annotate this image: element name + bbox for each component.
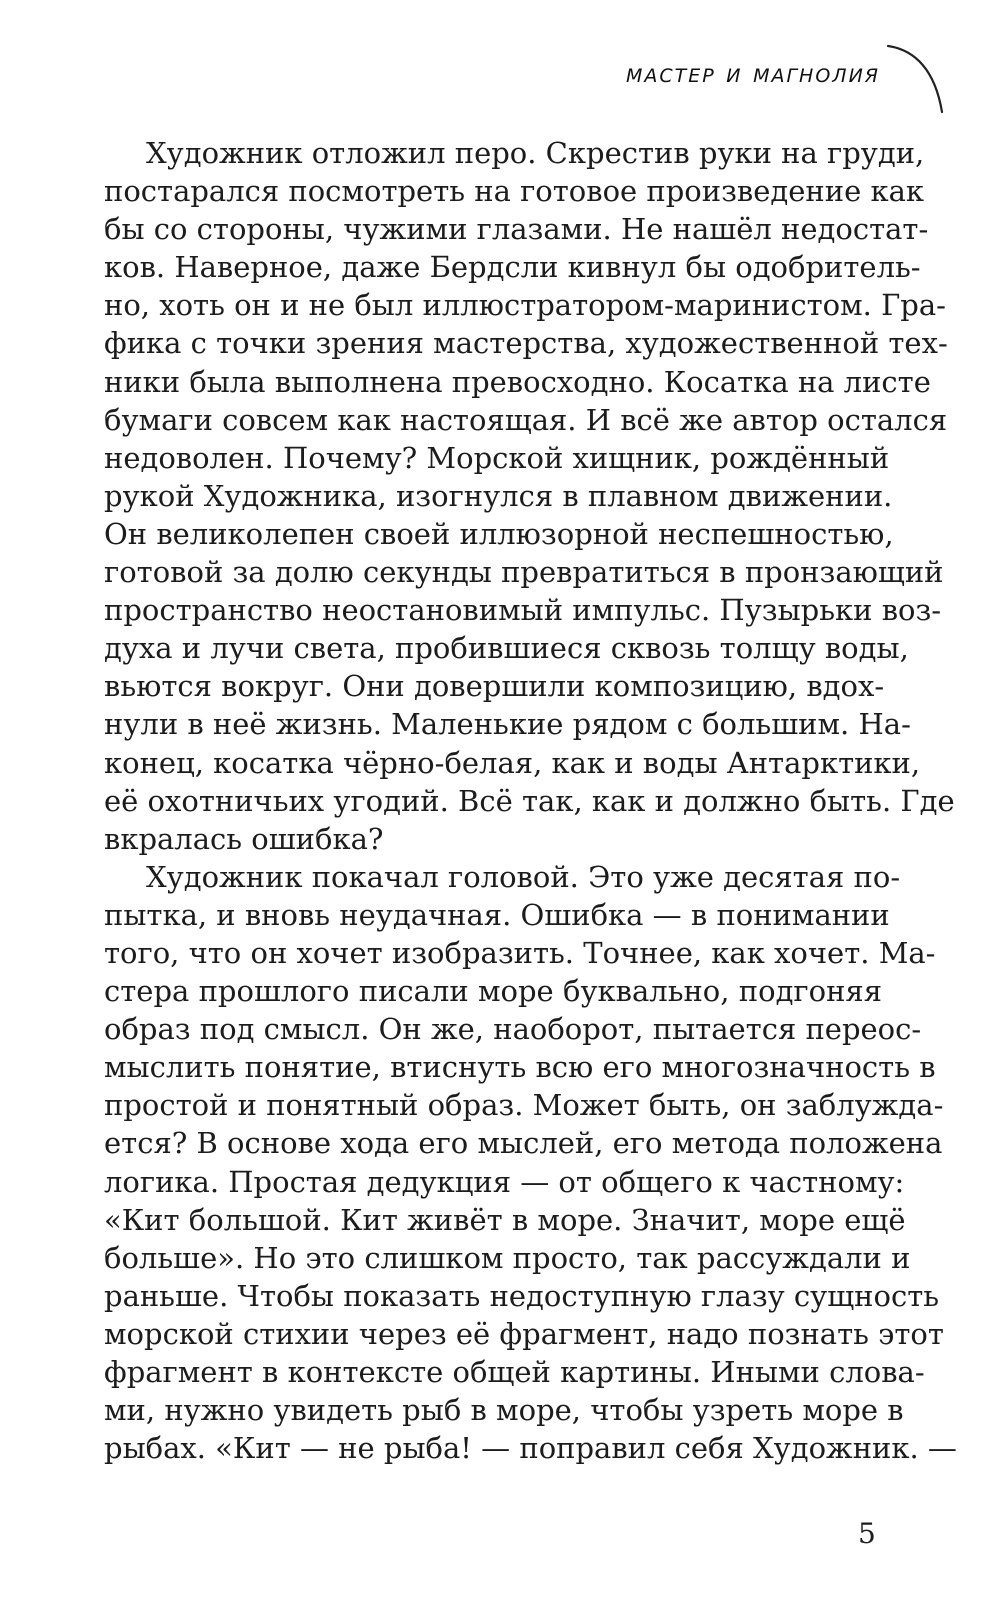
text-line: рыбах. «Кит — не рыба! — поправил себя Художник. — (104, 1431, 957, 1466)
text-line: образ под смысл. Он же, наоборот, пытается переос- (104, 1012, 922, 1047)
text-line: ми, нужно увидеть рыб в море, чтобы узреть море в (104, 1393, 904, 1428)
text-line: недоволен. Почему? Морской хищник, рождённый (104, 440, 890, 475)
text-line: того, что он хочет изобразить. Точнее, как хочет. Ма- (104, 935, 936, 970)
text-line: бы со стороны, чужими глазами. Не нашёл недостат- (104, 212, 929, 247)
page-number: 5 (858, 1517, 876, 1550)
text-line: ков. Наверное, даже Бердсли кивнул бы одобритель- (104, 250, 921, 285)
text-line: стера прошлого писали море буквально, подгоняя (104, 974, 882, 1009)
text-line: логика. Простая дедукция — от общего к частному: (104, 1164, 905, 1199)
text-line: простой и понятный образ. Может быть, он заблужда- (104, 1088, 944, 1123)
text-line: вкралась ошибка? (104, 821, 384, 856)
text-line: пытка, и вновь неудачная. Ошибка — в понимании (104, 897, 890, 932)
text-line: постарался посмотреть на готовое произведение как (104, 174, 925, 209)
text-line: мыслить понятие, втиснуть всю его многозначность в (104, 1050, 936, 1085)
text-line: бумаги совсем как настоящая. И всё же автор остался (104, 402, 948, 437)
text-line: нули в неё жизнь. Маленькие рядом с большим. На- (104, 707, 911, 742)
text-line: морской стихии через её фрагмент, надо познать этот (104, 1316, 944, 1351)
text-line: раньше. Чтобы показать недоступную глазу сущность (104, 1278, 940, 1313)
text-line: вьются вокруг. Они довершили композицию, вдох- (104, 669, 885, 704)
text-line: ется? В основе хода его мыслей, его метода положена (104, 1126, 943, 1161)
running-head: мастер и магнолия (625, 58, 880, 89)
text-line: духа и лучи света, пробившиеся сквозь толщу воды, (104, 631, 909, 666)
text-line: конец, косатка чёрно-белая, как и воды Антарктики, (104, 745, 921, 780)
decorative-arc (880, 40, 950, 120)
text-line: «Кит большой. Кит живёт в море. Значит, море ещё (104, 1202, 906, 1237)
text-line: её охотничьих угодий. Всё так, как и должно быть. Где (104, 783, 955, 818)
text-line: но, хоть он и не был иллюстратором-маринистом. Гра- (104, 288, 946, 323)
text-line: готовой за долю секунды превратиться в пронзающий (104, 555, 944, 590)
text-line: больше». Но это слишком просто, так рассуждали и (104, 1240, 911, 1275)
text-line: Художник покачал головой. Это уже десятая по- (146, 859, 901, 894)
body-text (104, 134, 957, 1467)
text-line: фрагмент в контексте общей картины. Иными слова- (104, 1355, 925, 1389)
text-line: ники была выполнена превосходно. Косатка на листе (104, 364, 931, 399)
text-line: Он великолепен своей иллюзорной неспешностью, (104, 516, 894, 551)
text-line: Художник отложил перо. Скрестив руки на груди, (146, 136, 925, 170)
text-line: рукой Художника, изогнулся в плавном движении. (104, 478, 893, 513)
text-line: пространство неостановимый импульс. Пузырьки воз- (104, 593, 942, 628)
text-line: фика с точки зрения мастерства, художественной тех- (104, 326, 948, 361)
